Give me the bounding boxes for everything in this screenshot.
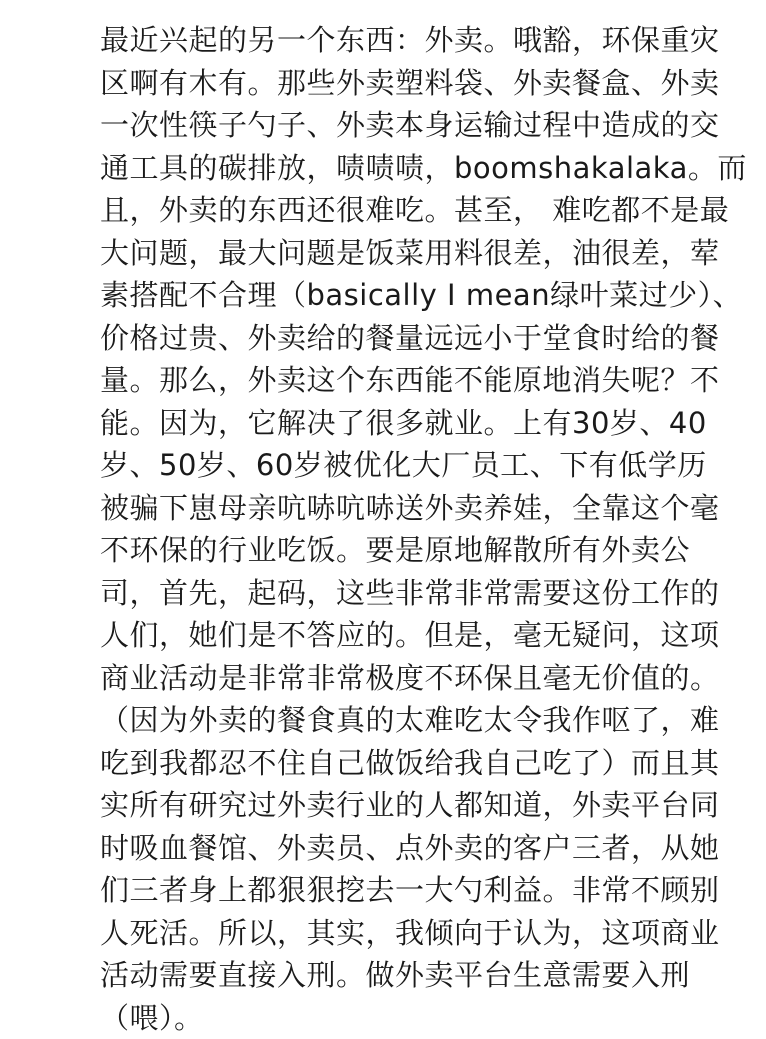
- post-line: （因为外卖的餐食真的太难吃太令我作呕了，难: [100, 699, 750, 742]
- post-line: 吃到我都忍不住自己做饭给我自己吃了）而且其: [100, 742, 750, 785]
- post-line: 价格过贵、外卖给的餐量远远小于堂食时给的餐: [100, 317, 750, 360]
- post-line: 不环保的行业吃饭。要是原地解散所有外卖公: [100, 529, 750, 572]
- post-line: 人们，她们是不答应的。但是，毫无疑问，这项: [100, 614, 750, 657]
- post-line: 最近兴起的另一个东西：外卖。哦豁，环保重灾: [100, 19, 750, 62]
- post-line: 区啊有木有。那些外卖塑料袋、外卖餐盒、外卖: [100, 62, 750, 105]
- post-line: 们三者身上都狠狠挖去一大勺利益。非常不顾别: [100, 869, 750, 912]
- post-line: 实所有研究过外卖行业的人都知道，外卖平台同: [100, 784, 750, 827]
- post-line: 商业活动是非常非常极度不环保且毫无价值的。: [100, 657, 750, 700]
- post-line: 能。因为，它解决了很多就业。上有30岁、40: [100, 402, 750, 445]
- post-body: [100, 19, 750, 1039]
- post-line: 素搭配不合理（basically I mean绿叶菜过少）、: [100, 274, 750, 317]
- post-line: 人死活。所以，其实，我倾向于认为，这项商业: [100, 912, 750, 955]
- post-line: 司，首先，起码，这些非常非常需要这份工作的: [100, 572, 750, 615]
- post-line: 通工具的碳排放，啧啧啧，boomshakalaka。而: [100, 147, 750, 190]
- post-line: 被骗下崽母亲吭哧吭哧送外卖养娃，全靠这个毫: [100, 487, 750, 530]
- post-line: （喂）。: [100, 997, 750, 1039]
- post-line: 活动需要直接入刑。做外卖平台生意需要入刑: [100, 954, 750, 997]
- post-line: 且，外卖的东西还很难吃。甚至， 难吃都不是最: [100, 189, 750, 232]
- post-line: 量。那么，外卖这个东西能不能原地消失呢？不: [100, 359, 750, 402]
- post-line: 时吸血餐馆、外卖员、点外卖的客户三者，从她: [100, 827, 750, 870]
- post-line: 一次性筷子勺子、外卖本身运输过程中造成的交: [100, 104, 750, 147]
- post-line: 大问题，最大问题是饭菜用料很差，油很差，荤: [100, 232, 750, 275]
- post-line: 岁、50岁、60岁被优化大厂员工、下有低学历: [100, 444, 750, 487]
